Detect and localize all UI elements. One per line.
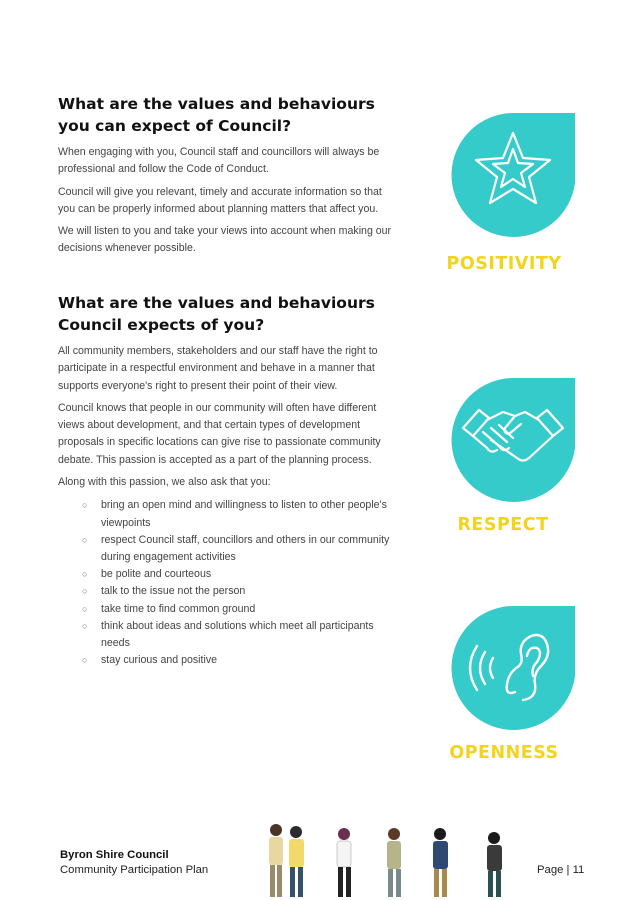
section-expect-of-council [58,93,393,258]
positivity-badge [443,113,575,237]
footer-organisation: Byron Shire Council [60,849,169,861]
paragraph: Council will give you relevant, timely and accurate information so that you can be properly informed about planning matters that affect you. [58,185,382,215]
list-item: ○ be polite and courteous [82,568,212,581]
respect-badge [443,378,575,502]
list-item: ○ stay curious and positive [82,654,218,667]
value-label-respect: RESPECT [457,515,549,535]
paragraph: All community members, stakeholders and our staff have the right to participate in a respectful environment and behave in a manner that supports everyone's right to present their point of their view. [58,345,378,392]
list-item: ○ think about ideas and solutions which meet all participants needs [82,619,374,649]
expectations-list [58,497,393,669]
page-number: Page | 11 [537,864,585,876]
list-item: ○ respect Council staff, councillors and others in our community during engagement activities [82,533,390,563]
people-illustration [258,822,518,900]
openness-badge [443,606,575,730]
value-label-positivity: POSITIVITY [446,254,562,274]
paragraph: When engaging with you, Council staff and councillors will always be professional and follow the Code of Conduct. [58,146,380,176]
list-item: ○ bring an open mind and willingness to listen to other people's viewpoints [82,499,387,529]
section-heading: What are the values and behaviours you can expect of Council? [58,95,375,135]
paragraph: Along with this passion, we also ask that you: [58,476,271,489]
list-item: ○ take time to find common ground [82,602,256,615]
paragraph: Council knows that people in our community will often have different views about development, and that certain types of development proposals in specific locations can give rise to passionate community debate. This passion is accepted as a part of the planning process. [58,401,381,466]
value-label-openness: OPENNESS [449,743,559,763]
list-item: ○ talk to the issue not the person [82,585,246,598]
footer-document-title: Community Participation Plan [60,864,209,876]
section-council-expects-of-you [58,292,393,669]
paragraph: We will listen to you and take your views into account when making our decisions whenever possible. [58,225,392,255]
section-heading: What are the values and behaviours Council expects of you? [58,294,375,334]
